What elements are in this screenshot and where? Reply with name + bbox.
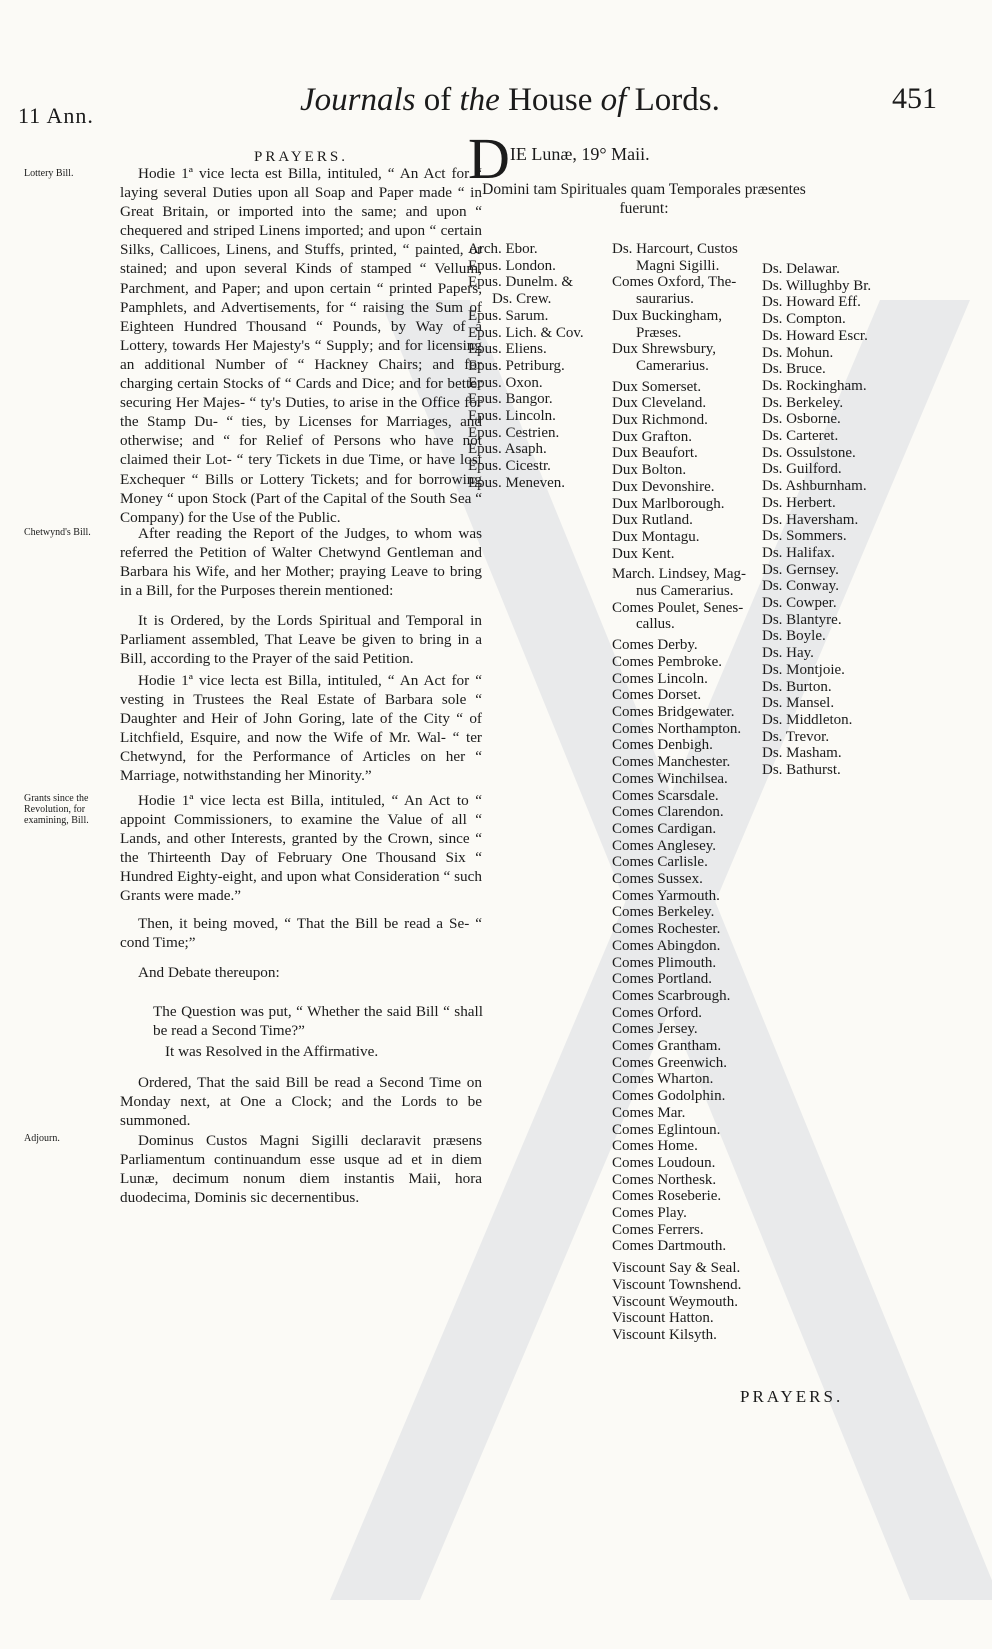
title-part: of	[600, 82, 627, 118]
earl-entry: Comes Northampton.	[612, 720, 742, 737]
baron-entry: Ds. Guilford.	[762, 461, 842, 478]
title-part: Journals	[300, 82, 416, 118]
earl-entry: Comes Northesk.	[612, 1171, 717, 1188]
paragraph-motion: Then, it being moved, “ That the Bill be read a Se- “ cond Time;”	[120, 915, 482, 952]
date-text: IE Lunæ, 19° Maii.	[509, 144, 650, 164]
title-part: the	[459, 82, 500, 118]
baron-entry: Ds. Ossulstone.	[762, 444, 856, 461]
earl-entry: Comes Abingdon.	[612, 937, 721, 954]
baron-entry: Ds. Mansel.	[762, 695, 835, 712]
header-regnal-year: 11 Ann.	[18, 103, 94, 128]
baron-entry: Ds. Compton.	[762, 311, 846, 328]
earl-entry: Comes Clarendon.	[612, 804, 724, 821]
bishop-entry: Epus. London.	[468, 257, 556, 274]
paragraph-adjourn: Dominus Custos Magni Sigilli declaravit præsens Parliamentum continuandum esse usque ad et in diem Lunæ, decimum nonum diem instantis Maii, hora duodecima, Dominis sic decernentibus.	[120, 1132, 482, 1207]
bishop-entry: Epus. Oxon.	[468, 374, 543, 391]
earl-entry: Comes Play.	[612, 1205, 687, 1222]
baron-entry: Ds. Boyle.	[762, 628, 826, 645]
margin-note: Adjourn.	[24, 1133, 60, 1144]
earl-entry: Comes Ferrers.	[612, 1221, 704, 1238]
duke-entry: Dux Grafton.	[612, 428, 692, 445]
paragraph-question: The Question was put, “ Whether the said Bill “ shall be read a Second Time?”	[153, 1003, 483, 1040]
bishop-entry: Epus. Meneven.	[468, 474, 566, 491]
baron-entry: Ds. Blantyre.	[762, 611, 842, 628]
march-entry: nus Camerarius.	[636, 583, 734, 600]
paragraph-chetwynd-petition: After reading the Report of the Judges, to whom was referred the Petition of Walter Chetwynd Gentleman and Barbara his Wife, and her Mother; praying Leave to bring in a Bill, for the Purposes therein mentioned:	[120, 525, 482, 600]
paragraph-ordered-second-reading: Ordered, That the said Bill be read a Second Time on Monday next, at One a Clock; and the Lords to be summoned.	[120, 1074, 482, 1130]
drop-cap: D	[468, 126, 510, 191]
baron-entry: Ds. Rockingham.	[762, 377, 867, 394]
earl-entry: Comes Greenwich.	[612, 1054, 727, 1071]
duke-entry: Dux Marlborough.	[612, 495, 725, 512]
officers-dukes-earls-list	[612, 241, 778, 1344]
barons-list	[762, 261, 871, 779]
paragraph-order: It is Ordered, by the Lords Spiritual and Temporal in Parliament assembled, That Leave be given to bring in a Bill, according to the Prayer of the said Petition.	[120, 612, 482, 668]
attendance-intro: Domini tam Spirituales quam Temporales præsentes fuerunt:	[482, 181, 806, 217]
duke-entry: Dux Kent.	[612, 545, 675, 562]
baron-entry: Ds. Howard Eff.	[762, 294, 861, 311]
earl-entry: Comes Wharton.	[612, 1071, 714, 1088]
bishop-entry: Epus. Eliens.	[468, 341, 547, 358]
baron-entry: Ds. Trevor.	[762, 728, 830, 745]
baron-entry: Ds. Bruce.	[762, 361, 826, 378]
baron-entry: Ds. Herbert.	[762, 494, 836, 511]
bishop-entry: Epus. Cicestr.	[468, 458, 551, 475]
closing-heading-prayers: PRAYERS.	[740, 1387, 844, 1406]
baron-entry: Ds. Sommers.	[762, 528, 847, 545]
viscounts-group	[612, 1260, 778, 1344]
paragraph-debate: And Debate thereupon:	[138, 964, 280, 981]
viscount-entry: Viscount Weymouth.	[612, 1293, 738, 1310]
baron-entry: Ds. Ashburnham.	[762, 478, 867, 495]
section-heading-prayers: PRAYERS.	[254, 149, 348, 165]
earl-entry: Comes Winchilsea.	[612, 770, 728, 787]
earl-entry: Comes Roseberie.	[612, 1188, 722, 1205]
margin-note: Chetwynd's Bill.	[24, 527, 91, 538]
bishop-entry: Epus. Dunelm. &	[468, 274, 573, 291]
duke-entry: Dux Somerset.	[612, 378, 702, 395]
baron-entry: Ds. Carteret.	[762, 428, 839, 445]
earl-entry: Comes Manchester.	[612, 754, 731, 771]
baron-entry: Ds. Conway.	[762, 578, 839, 595]
title-part: Lords.	[626, 82, 720, 118]
bishop-entry: Epus. Bangor.	[468, 391, 553, 408]
bishop-entry: Arch. Ebor.	[468, 241, 538, 257]
title-part: House	[499, 82, 601, 118]
earl-entry: Comes Bridgewater.	[612, 703, 735, 720]
bishop-entry: Epus. Asaph.	[468, 441, 547, 458]
paragraph-grants-bill: Hodie 1ª vice lecta est Billa, intituled, “ An Act to “ appoint Commissioners, to examine the Value of all “ Lands, and other Interests, granted by the Crown, since “ the Thirteenth Day of February One Thousand Six “ Hundred Eighty-eight, and upon what Consideration “ such Grants were made.”	[120, 792, 482, 905]
bishop-entry: Epus. Lincoln.	[468, 408, 556, 425]
earl-entry: Comes Portland.	[612, 971, 712, 988]
officer-entry: Ds. Harcourt, Custos	[612, 241, 738, 257]
duke-entry: Dux Beaufort.	[612, 445, 698, 462]
earl-entry: Comes Lincoln.	[612, 670, 708, 687]
earl-entry: Comes Cardigan.	[612, 820, 717, 837]
baron-entry: Ds. Willughby Br.	[762, 277, 872, 294]
officer-entry: Comes Oxford, The-	[612, 274, 737, 291]
earl-entry: Comes Home.	[612, 1138, 698, 1155]
officer-entry: Magni Sigilli.	[636, 257, 720, 274]
viscount-entry: Viscount Say & Seal.	[612, 1260, 741, 1277]
duke-entry: Dux Montagu.	[612, 528, 700, 545]
baron-entry: Ds. Osborne.	[762, 411, 841, 428]
earl-entry: Comes Grantham.	[612, 1038, 722, 1055]
earl-entry: Comes Scarbrough.	[612, 987, 731, 1004]
baron-entry: Ds. Cowper.	[762, 595, 837, 612]
officer-entry: Dux Shrewsbury,	[612, 341, 717, 358]
march-entry: callus.	[636, 616, 675, 633]
duke-entry: Dux Devonshire.	[612, 478, 715, 495]
paragraph-chetwynd-bill: Hodie 1ª vice lecta est Billa, intituled, “ An Act for “ vesting in Trustees the Real Estate of Barbara sole “ Daughter and Heir of John Goring, late of the City “ of Litchfield, Esquire, and now the Wife of Mr. Wal- “ ter Chetwynd, for the Performance of Articles on her “ Marriage, notwithstanding her Minority.”	[120, 672, 482, 785]
baron-entry: Ds. Bathurst.	[762, 762, 841, 779]
earl-entry: Comes Carlisle.	[612, 854, 708, 871]
baron-entry: Ds. Haversham.	[762, 511, 859, 528]
march-group	[612, 566, 778, 633]
earl-entry: Comes Berkeley.	[612, 904, 715, 921]
officer-entry: Præses.	[636, 324, 682, 341]
bishop-entry: Ds. Crew.	[492, 291, 552, 308]
baron-entry: Ds. Howard Escr.	[762, 327, 868, 344]
margin-note: Lottery Bill.	[24, 168, 74, 179]
earl-entry: Comes Godolphin.	[612, 1088, 726, 1105]
baron-entry: Ds. Masham.	[762, 745, 842, 762]
baron-entry: Ds. Burton.	[762, 678, 832, 695]
officer-entry: saurarius.	[636, 291, 694, 308]
march-entry: March. Lindsey, Mag-	[612, 566, 746, 583]
earl-entry: Comes Yarmouth.	[612, 887, 720, 904]
baron-entry: Ds. Mohun.	[762, 344, 834, 361]
earl-entry: Comes Mar.	[612, 1104, 686, 1121]
bishop-entry: Epus. Lich. & Cov.	[468, 324, 584, 341]
officers-group	[612, 241, 778, 375]
earl-entry: Comes Dartmouth.	[612, 1238, 727, 1255]
earl-entry: Comes Denbigh.	[612, 737, 713, 754]
earl-entry: Comes Pembroke.	[612, 653, 722, 670]
earl-entry: Comes Jersey.	[612, 1021, 698, 1038]
viscount-entry: Viscount Hatton.	[612, 1310, 714, 1327]
page-number: 451	[892, 82, 937, 115]
bishop-entry: Epus. Sarum.	[468, 307, 549, 324]
page-title	[300, 82, 720, 119]
viscount-entry: Viscount Townshend.	[612, 1276, 742, 1293]
duke-entry: Dux Cleveland.	[612, 395, 707, 412]
earl-entry: Comes Orford.	[612, 1004, 702, 1021]
march-entry: Comes Poulet, Senes-	[612, 599, 744, 616]
earl-entry: Comes Eglintoun.	[612, 1121, 721, 1138]
baron-entry: Ds. Gernsey.	[762, 561, 839, 578]
earl-entry: Comes Sussex.	[612, 871, 703, 888]
baron-entry: Ds. Middleton.	[762, 711, 853, 728]
title-part: of	[415, 82, 460, 118]
officer-entry: Dux Buckingham,	[612, 307, 722, 324]
baron-entry: Ds. Halifax.	[762, 544, 835, 561]
paragraph-resolved: It was Resolved in the Affirmative.	[165, 1043, 379, 1060]
officer-entry: Camerarius.	[636, 357, 709, 374]
bishops-list	[468, 241, 584, 492]
baron-entry: Ds. Delawar.	[762, 261, 840, 277]
earl-entry: Comes Rochester.	[612, 921, 721, 938]
duke-entry: Dux Richmond.	[612, 412, 708, 429]
margin-note: Grants since the Revolution, for examining, Bill.	[24, 793, 89, 826]
bishop-entry: Epus. Petriburg.	[468, 357, 565, 374]
earl-entry: Comes Anglesey.	[612, 837, 717, 854]
baron-entry: Ds. Montjoie.	[762, 661, 845, 678]
earl-entry: Comes Dorset.	[612, 687, 702, 704]
earl-entry: Comes Plimouth.	[612, 954, 717, 971]
baron-entry: Ds. Hay.	[762, 645, 814, 662]
earl-entry: Comes Scarsdale.	[612, 787, 719, 804]
earl-entry: Comes Loudoun.	[612, 1154, 716, 1171]
dukes-group	[612, 379, 778, 563]
duke-entry: Dux Bolton.	[612, 462, 687, 479]
paragraph-lottery-bill: Hodie 1ª vice lecta est Billa, intituled, “ An Act for “ laying several Duties upon all Soap and Paper made “ in Great Britain, or imported into the same; and upon “ chequered and striped Linens imported; and upon “ certain Silks, Callicoes, Linens, and Stuffs, printed, “ painted, or stained; and upon several Kinds of stamped “ Vellum, Parchment, and Paper; and upon certain “ printed Papers, Pamphlets, and Advertisements, for “ raising the Sum of Eighteen Hundred Thousand “ Pounds, by Way of a Lottery, towards Her Majesty's “ Supply; and for licensing an additional Number of “ Hackney Chairs; and for charging certain Stocks of “ Cards and Dice; and for better securing Her Majes- “ ty's Duties, to arise in the Office for the Stamp Du- “ ties, by Licenses for Marriages, and otherwise; and “ for Relief of Persons who have not claimed their Lot- “ tery Tickets in due Time, or have lost Exchequer “ Bills or Lottery Tickets; and for borrowing Money “ upon Stock (Part of the Capital of the South Sea “ Company) for the Use of the Public.	[120, 165, 482, 526]
viscount-entry: Viscount Kilsyth.	[612, 1327, 717, 1343]
bishop-entry: Epus. Cestrien.	[468, 424, 560, 441]
baron-entry: Ds. Berkeley.	[762, 394, 844, 411]
duke-entry: Dux Rutland.	[612, 512, 693, 529]
earls-group	[612, 637, 778, 1255]
earl-entry: Comes Derby.	[612, 637, 698, 654]
